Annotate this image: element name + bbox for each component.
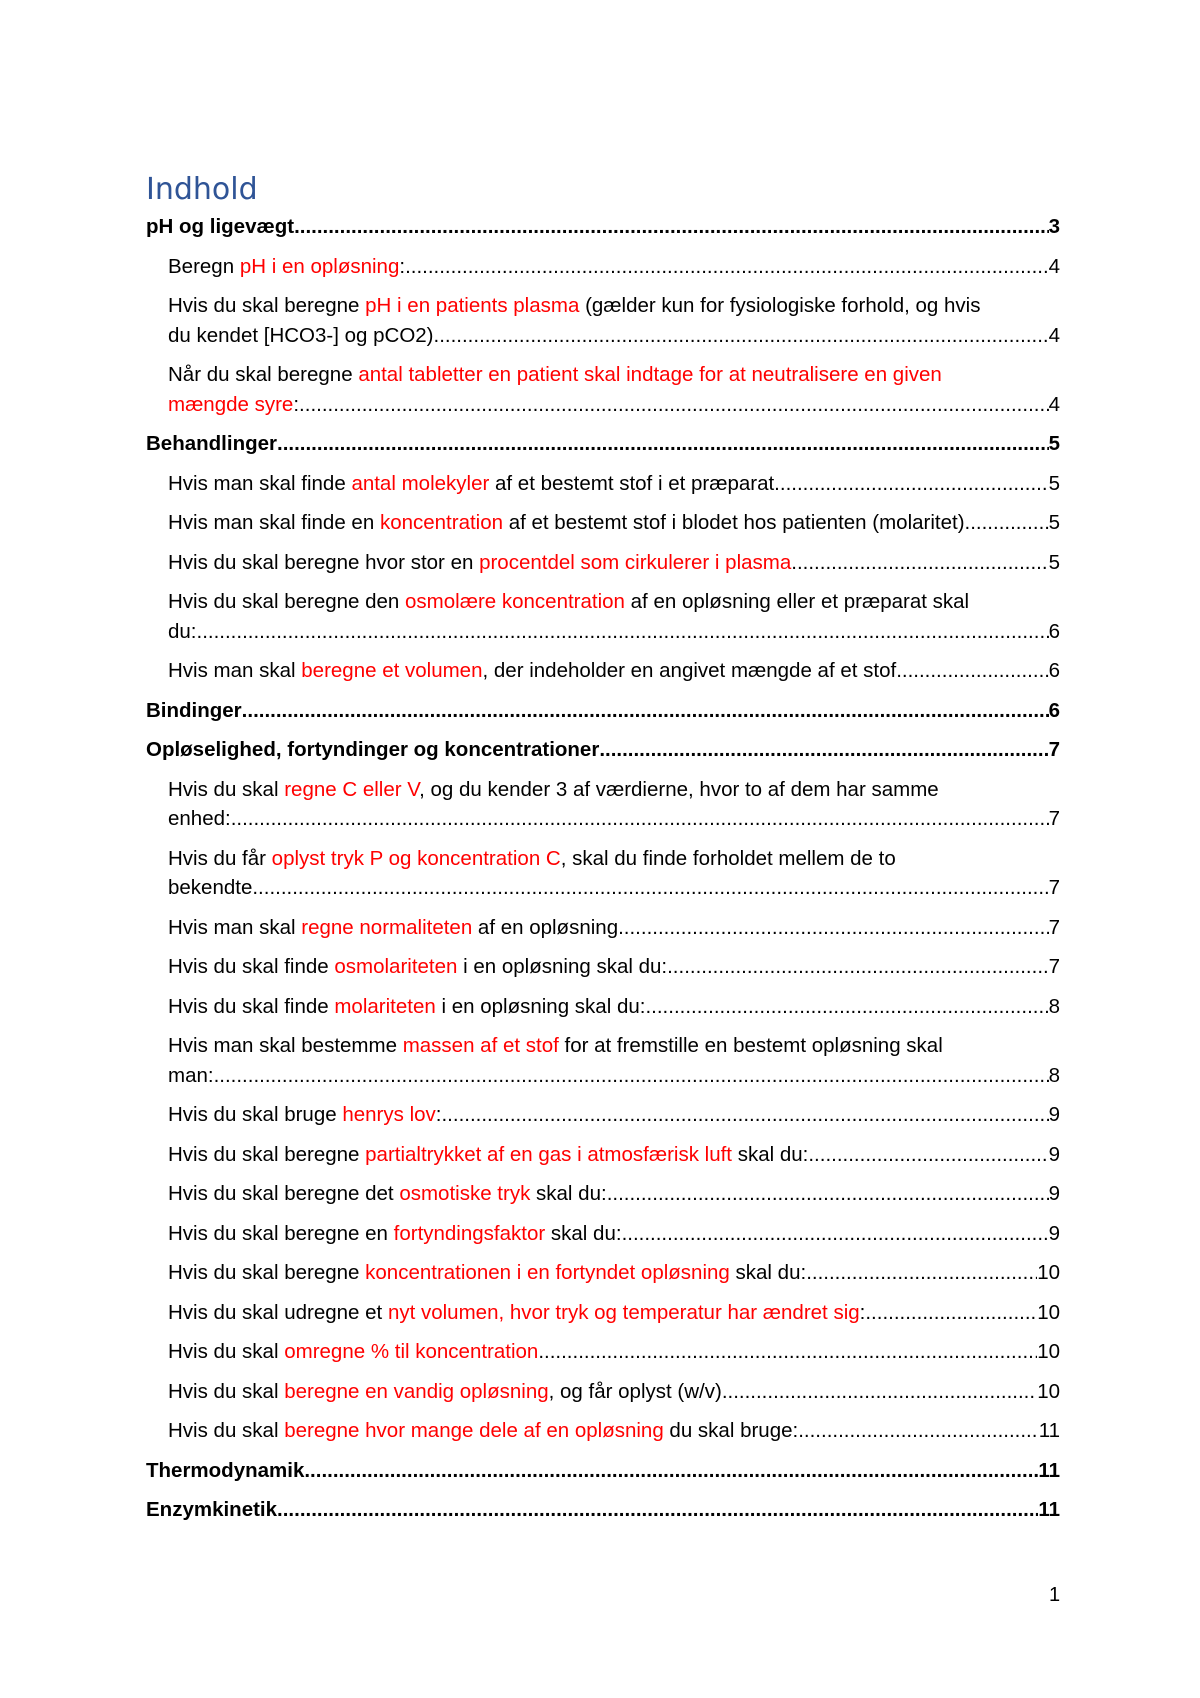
entry-line bbox=[168, 952, 1060, 982]
toc-subentry[interactable] bbox=[146, 1298, 1060, 1328]
entry-first-line bbox=[168, 587, 1060, 617]
entry-text: i en opløsning skal du: bbox=[457, 955, 668, 978]
entry-text: , og får oplyst (w/v) bbox=[548, 1379, 722, 1403]
dot-leader bbox=[599, 735, 1048, 765]
highlighted-text: osmolariteten bbox=[334, 955, 458, 978]
entry-line bbox=[168, 1140, 1060, 1170]
entry-line bbox=[168, 321, 1060, 351]
toc-heading: Indhold bbox=[146, 172, 258, 207]
entry-title bbox=[168, 992, 645, 1022]
toc-subentry[interactable] bbox=[146, 775, 1060, 834]
entry-text: (gælder kun for fysiologiske forhold, og hvis bbox=[579, 294, 981, 317]
entry-text: i en opløsning skal du: bbox=[435, 994, 646, 1018]
dot-leader bbox=[865, 1298, 1037, 1328]
entry-first-line bbox=[168, 1031, 1060, 1061]
toc-subentry[interactable] bbox=[146, 548, 1060, 578]
entry-text: du skal bruge: bbox=[663, 1419, 799, 1442]
entry-text: Hvis du skal bbox=[168, 777, 285, 801]
highlighted-text: koncentrationen i en fortyndet opløsning bbox=[365, 1261, 730, 1284]
entry-line bbox=[168, 873, 1060, 903]
dot-leader bbox=[538, 1337, 1037, 1367]
entry-line bbox=[168, 1298, 1060, 1328]
toc-heading-entry[interactable] bbox=[146, 1495, 1060, 1525]
entry-page-number: 6 bbox=[1048, 619, 1060, 643]
dot-leader bbox=[622, 1219, 1049, 1249]
entry-page-number: 10 bbox=[1037, 1379, 1060, 1403]
entry-page-number: 6 bbox=[1048, 698, 1060, 722]
entry-line bbox=[146, 1456, 1060, 1486]
entry-line bbox=[168, 617, 1060, 647]
highlighted-text: koncentration bbox=[379, 511, 504, 534]
dot-leader bbox=[791, 548, 1048, 578]
entry-title bbox=[168, 469, 774, 499]
entry-page-number: 11 bbox=[1038, 1419, 1060, 1442]
entry-text: Hvis du skal beregne hvor stor en bbox=[168, 550, 480, 574]
entry-text: skal du: bbox=[729, 1261, 807, 1284]
entry-title bbox=[168, 1337, 538, 1367]
entry-page-number: 7 bbox=[1048, 876, 1060, 899]
dot-leader bbox=[434, 321, 1049, 351]
entry-text: skal du: bbox=[732, 1142, 809, 1166]
highlighted-text: oplyst tryk P og koncentration C bbox=[271, 846, 561, 870]
entry-line bbox=[146, 212, 1060, 242]
toc-subentry[interactable] bbox=[146, 508, 1060, 538]
entry-text: Opløselighed, fortyndinger og koncentrationer bbox=[146, 738, 600, 761]
entry-text: , og du kender 3 af værdierne, hvor to af dem har samme bbox=[419, 777, 939, 801]
entry-page-number: 4 bbox=[1048, 323, 1060, 347]
dot-leader bbox=[277, 1495, 1038, 1525]
entry-page-number: 8 bbox=[1048, 994, 1060, 1018]
entry-title bbox=[168, 1298, 865, 1328]
entry-title bbox=[168, 1416, 798, 1446]
dot-leader bbox=[618, 913, 1049, 943]
entry-title bbox=[146, 696, 242, 726]
entry-title bbox=[168, 252, 405, 282]
entry-page-number: 5 bbox=[1048, 432, 1060, 455]
entry-line bbox=[168, 1377, 1060, 1407]
entry-page-number: 10 bbox=[1037, 1340, 1060, 1363]
entry-text: bekendte bbox=[168, 876, 253, 899]
entry-text: Behandlinger bbox=[146, 432, 277, 455]
entry-title bbox=[168, 1377, 722, 1407]
entry-text: Bindinger bbox=[146, 698, 242, 722]
highlighted-text: beregne hvor mange dele af en opløsning bbox=[284, 1419, 664, 1442]
entry-title bbox=[168, 804, 231, 834]
toc-heading-entry[interactable] bbox=[146, 696, 1060, 726]
entry-text: Hvis du skal bbox=[168, 1419, 285, 1442]
entry-text: , der indeholder en angivet mængde af et stof bbox=[482, 659, 897, 682]
dot-leader bbox=[299, 390, 1049, 420]
entry-text: af en opløsning bbox=[472, 915, 619, 939]
dot-leader bbox=[252, 873, 1048, 903]
entry-text: Hvis du skal beregne den bbox=[168, 590, 406, 613]
entry-line bbox=[168, 1100, 1060, 1130]
toc-subentry[interactable] bbox=[146, 992, 1060, 1022]
highlighted-text: pH i en opløsning bbox=[239, 254, 400, 278]
highlighted-text: henrys lov bbox=[342, 1103, 436, 1126]
dot-leader bbox=[722, 1377, 1037, 1407]
entry-text: Hvis du skal finde bbox=[168, 955, 335, 978]
entry-text: : bbox=[435, 1103, 442, 1126]
entry-page-number: 10 bbox=[1037, 1261, 1060, 1284]
dot-leader bbox=[808, 1140, 1048, 1170]
entry-text: Hvis du skal bbox=[168, 1340, 285, 1363]
entry-page-number: 11 bbox=[1038, 1458, 1060, 1482]
entry-line bbox=[168, 1219, 1060, 1249]
entry-page-number: 5 bbox=[1048, 471, 1060, 495]
highlighted-text: beregne et volumen bbox=[301, 659, 483, 682]
entry-text: : bbox=[399, 254, 406, 278]
entry-title bbox=[168, 508, 970, 538]
entry-title bbox=[168, 656, 896, 686]
entry-title bbox=[168, 548, 791, 578]
highlighted-text: massen af et stof bbox=[402, 1034, 559, 1057]
dot-leader bbox=[607, 1179, 1049, 1209]
entry-title bbox=[168, 1179, 607, 1209]
dot-leader bbox=[441, 1100, 1048, 1130]
toc-subentry[interactable] bbox=[146, 656, 1060, 686]
highlighted-text: beregne en vandig opløsning bbox=[284, 1379, 549, 1403]
entry-text: Hvis du får bbox=[168, 846, 272, 870]
entry-page-number: 10 bbox=[1037, 1300, 1060, 1324]
entry-line bbox=[146, 735, 1060, 765]
highlighted-text: omregne % til koncentration bbox=[284, 1340, 539, 1363]
entry-line bbox=[168, 1179, 1060, 1209]
highlighted-text: mængde syre bbox=[168, 392, 294, 416]
toc-subentry[interactable] bbox=[146, 252, 1060, 282]
toc-subentry[interactable] bbox=[146, 913, 1060, 943]
toc-subentry[interactable] bbox=[146, 1219, 1060, 1249]
entry-text: Thermodynamik bbox=[146, 1458, 305, 1482]
entry-text: du kendet [HCO3-] og pCO2) bbox=[168, 323, 434, 347]
entry-title bbox=[168, 1140, 808, 1170]
toc-subentry[interactable] bbox=[146, 1031, 1060, 1090]
dot-leader bbox=[242, 696, 1049, 726]
entry-page-number: 6 bbox=[1048, 659, 1060, 682]
entry-text: Hvis du skal beregne en bbox=[168, 1221, 394, 1245]
entry-text: skal du: bbox=[545, 1221, 622, 1245]
entry-page-number: 4 bbox=[1048, 254, 1060, 278]
entry-title bbox=[168, 321, 434, 351]
entry-first-line bbox=[168, 844, 1060, 874]
entry-text: man: bbox=[168, 1063, 214, 1087]
entry-title bbox=[168, 913, 618, 943]
entry-line bbox=[168, 548, 1060, 578]
toc-subentry[interactable] bbox=[146, 952, 1060, 982]
toc-subentry[interactable] bbox=[146, 1179, 1060, 1209]
dot-leader bbox=[798, 1416, 1039, 1446]
entry-page-number: 9 bbox=[1048, 1142, 1060, 1166]
entry-title bbox=[146, 1456, 304, 1486]
dot-leader bbox=[197, 617, 1049, 647]
entry-first-line bbox=[168, 360, 1060, 390]
table-of-contents bbox=[146, 212, 1060, 1535]
highlighted-text: partialtrykket af en gas i atmosfærisk luft bbox=[365, 1142, 732, 1166]
dot-leader bbox=[277, 429, 1049, 459]
dot-leader bbox=[231, 804, 1049, 834]
entry-line bbox=[168, 1416, 1060, 1446]
entry-text: Hvis man skal finde en bbox=[168, 511, 380, 534]
entry-first-line bbox=[168, 291, 1060, 321]
highlighted-text: procentdel som cirkulerer i plasma bbox=[479, 550, 792, 574]
highlighted-text: regne C eller V bbox=[284, 777, 420, 801]
entry-text: : bbox=[293, 392, 300, 416]
highlighted-text: osmolære koncentration bbox=[405, 590, 625, 613]
highlighted-text: antal tabletter en patient skal indtage for at neutralisere en given bbox=[358, 363, 942, 386]
entry-page-number: 11 bbox=[1038, 1498, 1060, 1521]
entry-title bbox=[168, 1061, 214, 1091]
entry-text: Hvis du skal bruge bbox=[168, 1103, 343, 1126]
dot-leader bbox=[405, 252, 1049, 282]
entry-page-number: 9 bbox=[1048, 1182, 1060, 1205]
toc-subentry[interactable] bbox=[146, 1100, 1060, 1130]
entry-title bbox=[146, 212, 294, 242]
toc-subentry[interactable] bbox=[146, 1140, 1060, 1170]
entry-text: pH og ligevægt bbox=[146, 215, 295, 238]
highlighted-text: osmotiske tryk bbox=[399, 1182, 531, 1205]
entry-text: skal du: bbox=[530, 1182, 607, 1205]
dot-leader bbox=[214, 1061, 1049, 1091]
entry-text: Hvis man skal finde bbox=[168, 471, 352, 495]
toc-subentry[interactable] bbox=[146, 1377, 1060, 1407]
entry-text: Hvis man skal bestemme bbox=[168, 1034, 403, 1057]
toc-heading-entry[interactable] bbox=[146, 212, 1060, 242]
dot-leader bbox=[896, 656, 1048, 686]
entry-page-number: 7 bbox=[1048, 807, 1060, 830]
entry-text: af en opløsning eller et præparat skal bbox=[624, 590, 970, 613]
toc-subentry[interactable] bbox=[146, 291, 1060, 350]
highlighted-text: pH i en patients plasma bbox=[365, 294, 580, 317]
entry-text: du: bbox=[168, 619, 197, 643]
entry-text: Hvis du skal bbox=[168, 1379, 285, 1403]
entry-line bbox=[168, 992, 1060, 1022]
entry-first-line bbox=[168, 775, 1060, 805]
entry-line bbox=[146, 1495, 1060, 1525]
toc-subentry[interactable] bbox=[146, 844, 1060, 903]
entry-text: Hvis du skal beregne bbox=[168, 1261, 366, 1284]
entry-page-number: 8 bbox=[1048, 1063, 1060, 1087]
entry-text: Beregn bbox=[168, 254, 240, 278]
toc-subentry[interactable] bbox=[146, 1416, 1060, 1446]
highlighted-text: antal molekyler bbox=[351, 471, 490, 495]
entry-text: Hvis du skal udregne et bbox=[168, 1300, 388, 1324]
dot-leader bbox=[645, 992, 1048, 1022]
toc-subentry[interactable] bbox=[146, 1337, 1060, 1367]
toc-subentry[interactable] bbox=[146, 469, 1060, 499]
entry-title bbox=[168, 617, 197, 647]
entry-text: Hvis du skal beregne bbox=[168, 294, 366, 317]
entry-line bbox=[168, 508, 1060, 538]
entry-line bbox=[168, 1337, 1060, 1367]
entry-title bbox=[168, 1219, 622, 1249]
dot-leader bbox=[294, 212, 1049, 242]
entry-text: Enzymkinetik bbox=[146, 1498, 278, 1521]
toc-heading-entry[interactable] bbox=[146, 1456, 1060, 1486]
entry-line bbox=[168, 656, 1060, 686]
page-number: 1 bbox=[1049, 1584, 1061, 1606]
entry-title bbox=[168, 873, 252, 903]
entry-page-number: 3 bbox=[1048, 215, 1060, 238]
entry-line bbox=[146, 429, 1060, 459]
entry-text: Hvis man skal bbox=[168, 659, 302, 682]
entry-text: Hvis du skal finde bbox=[168, 994, 335, 1018]
toc-heading-entry[interactable] bbox=[146, 429, 1060, 459]
entry-text: for at fremstille en bestemt opløsning skal bbox=[558, 1034, 943, 1057]
entry-text: Hvis du skal beregne bbox=[168, 1142, 366, 1166]
entry-text: Når du skal beregne bbox=[168, 363, 359, 386]
dot-leader bbox=[304, 1456, 1038, 1486]
highlighted-text: molariteten bbox=[334, 994, 436, 1018]
entry-line bbox=[168, 1061, 1060, 1091]
toc-subentry[interactable] bbox=[146, 587, 1060, 646]
dot-leader bbox=[970, 508, 1048, 538]
entry-page-number: 9 bbox=[1048, 1103, 1060, 1126]
highlighted-text: fortyndingsfaktor bbox=[393, 1221, 546, 1245]
entry-text: Hvis du skal beregne det bbox=[168, 1182, 400, 1205]
entry-title bbox=[146, 735, 599, 765]
entry-page-number: 5 bbox=[1048, 550, 1060, 574]
entry-page-number: 7 bbox=[1048, 915, 1060, 939]
entry-page-number: 5 bbox=[1048, 511, 1060, 534]
toc-heading-entry[interactable] bbox=[146, 735, 1060, 765]
entry-text: af et bestemt stof i blodet hos patienten (molaritet). bbox=[503, 511, 971, 534]
entry-text: af et bestemt stof i et præparat bbox=[489, 471, 775, 495]
highlighted-text: nyt volumen, hvor tryk og temperatur har ændret sig bbox=[387, 1300, 860, 1324]
entry-page-number: 9 bbox=[1048, 1221, 1060, 1245]
entry-title bbox=[146, 429, 277, 459]
entry-line bbox=[168, 469, 1060, 499]
entry-text: : bbox=[859, 1300, 866, 1324]
entry-text: Hvis man skal bbox=[168, 915, 302, 939]
entry-text: , skal du finde forholdet mellem de to bbox=[560, 846, 896, 870]
toc-subentry[interactable] bbox=[146, 1258, 1060, 1288]
entry-line bbox=[168, 1258, 1060, 1288]
entry-line bbox=[168, 913, 1060, 943]
entry-title bbox=[168, 1100, 441, 1130]
entry-title bbox=[168, 1258, 806, 1288]
dot-leader bbox=[806, 1258, 1037, 1288]
entry-line bbox=[168, 390, 1060, 420]
entry-page-number: 7 bbox=[1048, 955, 1060, 978]
entry-line bbox=[146, 696, 1060, 726]
entry-line bbox=[168, 252, 1060, 282]
highlighted-text: regne normaliteten bbox=[301, 915, 473, 939]
entry-title bbox=[168, 952, 667, 982]
entry-line bbox=[168, 804, 1060, 834]
dot-leader bbox=[667, 952, 1048, 982]
entry-page-number: 7 bbox=[1048, 738, 1060, 761]
entry-title bbox=[146, 1495, 277, 1525]
entry-title bbox=[168, 390, 299, 420]
toc-subentry[interactable] bbox=[146, 360, 1060, 419]
entry-page-number: 4 bbox=[1048, 392, 1060, 416]
dot-leader bbox=[774, 469, 1048, 499]
entry-text: enhed: bbox=[168, 807, 231, 830]
